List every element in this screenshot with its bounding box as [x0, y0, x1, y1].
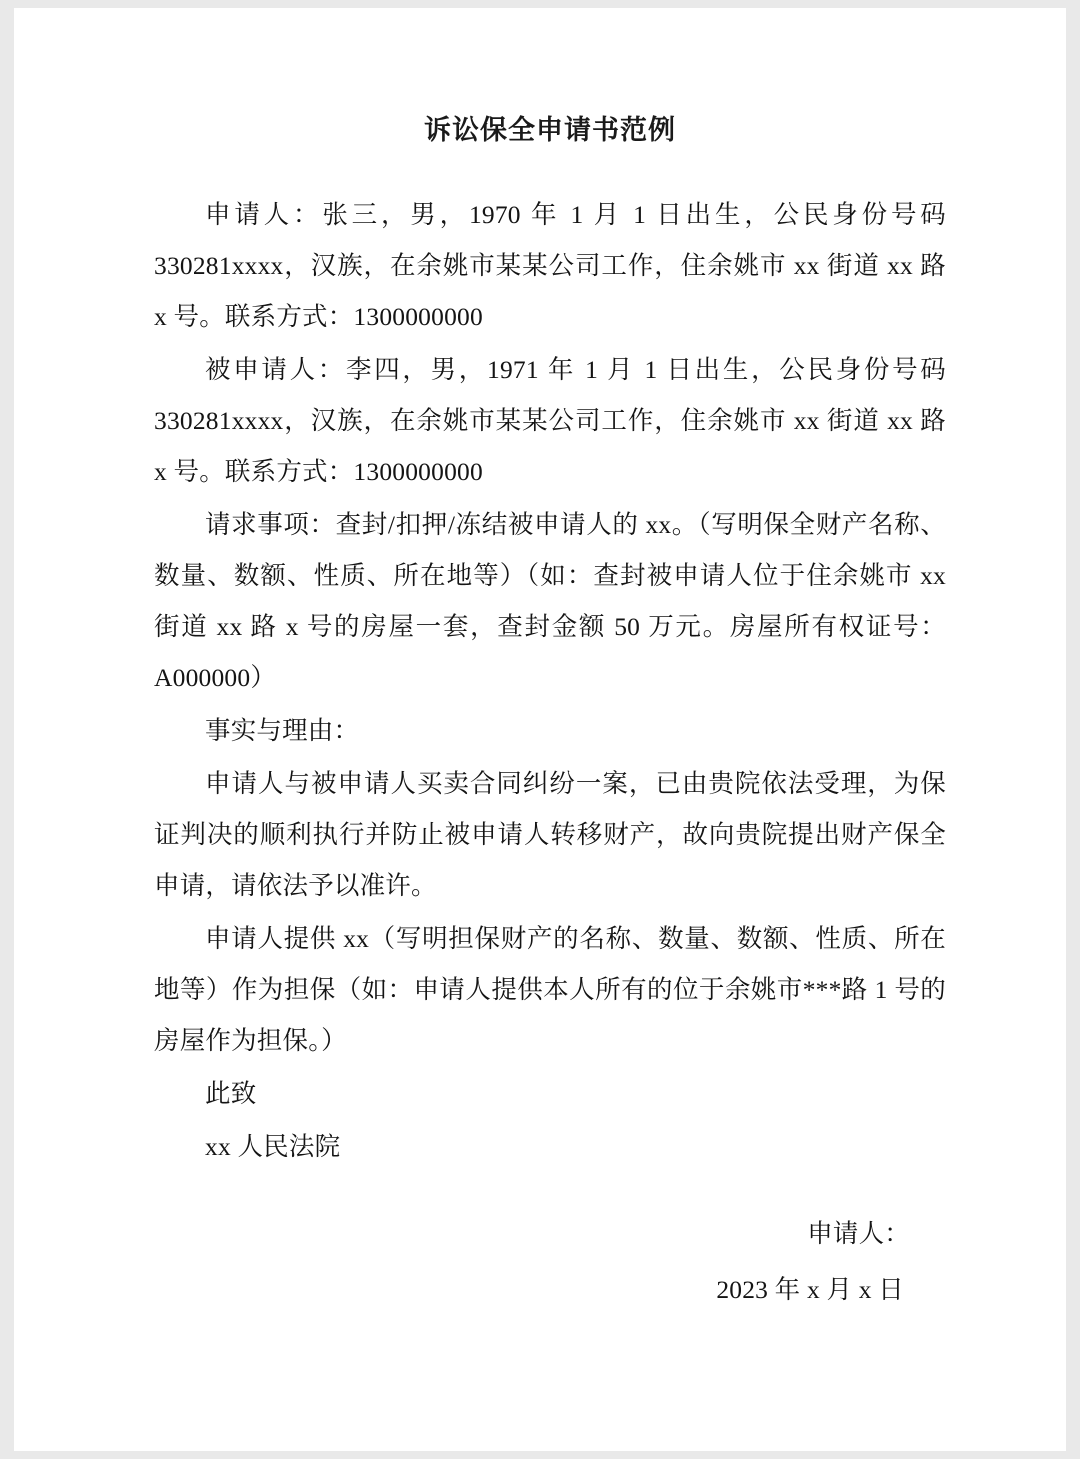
paragraph-applicant: 申请人：张三，男，1970 年 1 月 1 日出生，公民身份号码 330281xxxx，汉族，在余姚市某某公司工作，住余姚市 xx 街道 xx 路 x 号。联系方式：1300000000: [154, 200, 946, 331]
paragraph-facts-heading: 事实与理由：: [205, 716, 360, 745]
paragraph-respondent: 被申请人：李四，男，1971 年 1 月 1 日出生，公民身份号码 330281xxxx，汉族，在余姚市某某公司工作，住余姚市 xx 街道 xx 路 x 号。联系方式：1300000000: [154, 355, 946, 486]
page-title: 诉讼保全申请书范例: [424, 115, 676, 145]
paragraph-closing-salutation: 此致: [205, 1079, 257, 1108]
document-page: [14, 8, 1066, 1451]
paragraph-facts-body: 申请人与被申请人买卖合同纠纷一案，已由贵院依法受理，为保证判决的顺利执行并防止被申请人转移财产，故向贵院提出财产保全申请，请依法予以准许。: [154, 769, 946, 900]
signature-applicant-label: 申请人：: [807, 1219, 910, 1248]
paragraph-request-items: 请求事项：查封/扣押/冻结被申请人的 xx。（写明保全财产名称、数量、数额、性质、所在地等）（如：查封被申请人位于住余姚市 xx 街道 xx 路 x 号的房屋一套，查封金额 50 万元。房屋所有权证号：A000000）: [154, 510, 946, 692]
paragraph-addressed-court: xx 人民法院: [205, 1132, 341, 1161]
signature-block: [154, 1206, 946, 1318]
signature-date: 2023 年 x 月 x 日: [716, 1275, 904, 1304]
paragraph-guarantee: 申请人提供 xx（写明担保财产的名称、数量、数额、性质、所在地等）作为担保（如：申请人提供本人所有的位于余姚市***路 1 号的房屋作为担保。）: [154, 924, 946, 1055]
